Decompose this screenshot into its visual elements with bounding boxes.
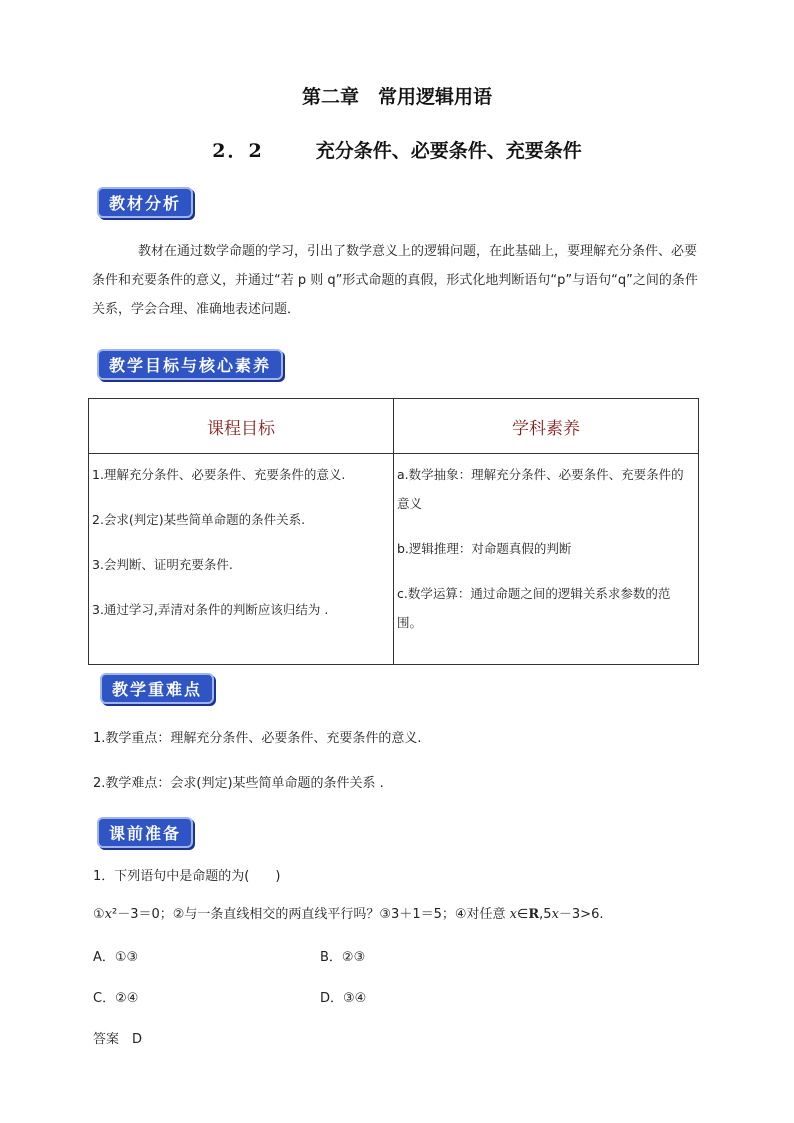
literacy-item: b.逻辑推理：对命题真假的判断 [397,541,572,556]
option-b: B．②③ [320,950,366,965]
badge-preparation: 课前准备 [97,817,193,848]
chapter-title: 第二章 常用逻辑用语 [301,86,492,108]
badge-textbook-analysis: 教材分析 [97,187,193,218]
course-goals-list [89,454,393,624]
question-statements: ①x²－3＝0；②与一条直线相交的两直线平行吗？③3＋1＝5；④对任意 x∈R,5x－3>6. [93,907,604,922]
analysis-paragraph [92,237,704,324]
section-title-text: 充分条件、必要条件、充要条件 [315,140,582,162]
option-d: D．③④ [320,991,367,1006]
goals-header-literacy: 学科素养 [394,399,699,454]
analysis-text: 教材在通过数学命题的学习，引出了数学意义上的逻辑问题，在此基础上，要理解充分条件、必要条件和充要条件的意义，并通过“若 p 则 q”形式命题的真假，形式化地判断语句“p”与语句“q”之间的条件关系，学会合理、准确地表述问题． [92,244,698,317]
literacy-list [394,454,698,637]
goals-table [88,398,699,665]
section-number: 2．2 [212,140,264,162]
section-title [0,136,794,163]
answer: 答案 D [93,1032,143,1047]
course-goal-item: 3.通过学习,弄清对条件的判断应该归结为 . [92,602,329,617]
option-a: A．①③ [93,950,139,965]
teaching-difficulty: 2.教学难点：会求(判定)某些简单命题的条件关系 . [93,776,384,791]
course-goal-item: 1.理解充分条件、必要条件、充要条件的意义. [92,467,346,482]
literacy-item: c.数学运算：通过命题之间的逻辑关系求参数的范围。 [397,586,671,630]
literacy-item: a.数学抽象：理解充分条件、必要条件、充要条件的意义 [397,467,684,511]
course-goal-item: 2.会求(判定)某些简单命题的条件关系. [92,512,306,527]
badge-key-points: 教学重难点 [100,673,214,704]
goals-header-course: 课程目标 [89,399,394,454]
teaching-focus: 1.教学重点：理解充分条件、必要条件、充要条件的意义. [93,731,422,746]
question-stem: 1．下列语句中是命题的为( ) [93,869,281,884]
badge-teaching-goals: 教学目标与核心素养 [97,349,283,380]
option-c: C．②④ [93,991,139,1006]
course-goal-item: 3.会判断、证明充要条件. [92,557,233,572]
